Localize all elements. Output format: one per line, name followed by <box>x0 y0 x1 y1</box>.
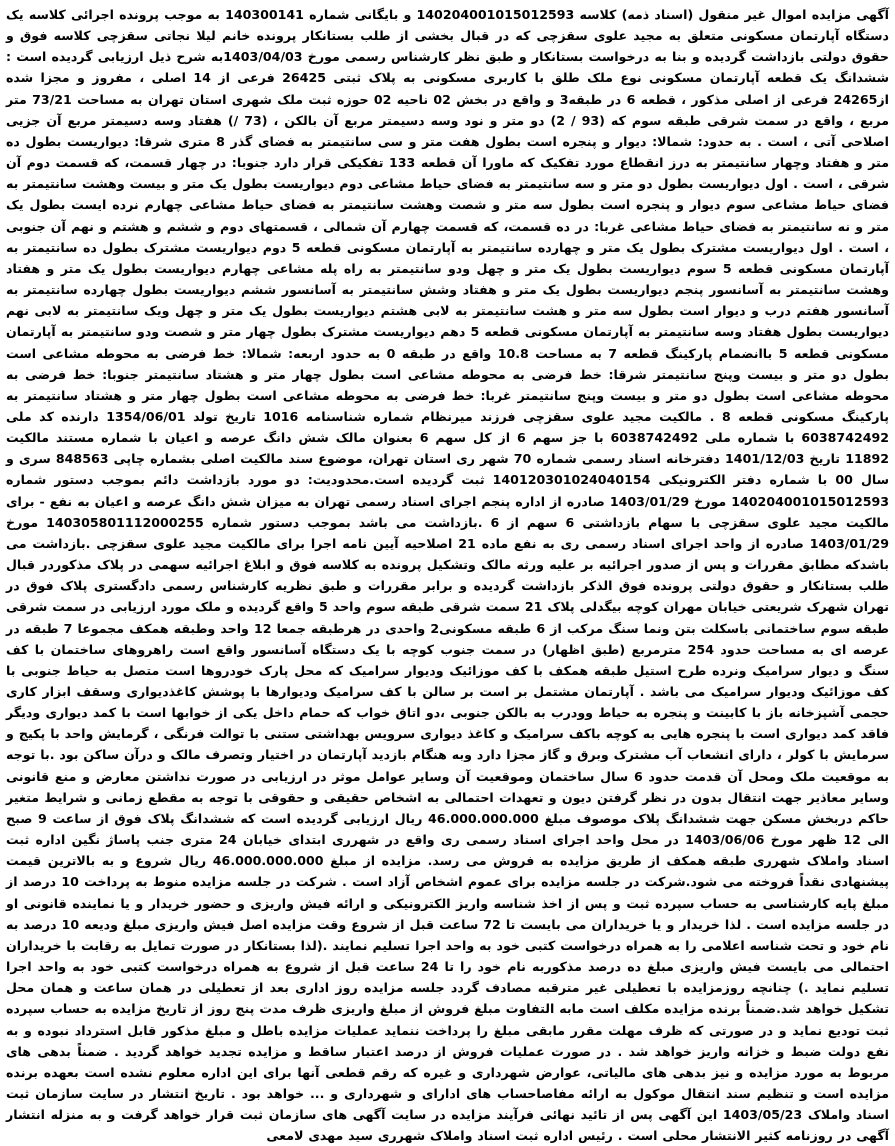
auction-notice-text: آگهی مزایده اموال غیر منقول (اسناد ذمه) کلاسه 140204001015012593 و بایگانی شماره 140300141 به موجب پرونده اجرائی کلاسه یک دستگاه آپارتمان مسکونی متعلق به مجید علوی سقزچی که در قبال بخشی از طلب بستانکار پرونده خانم لیلا نجاتی سقزچی کلاسه فوق و حقوق دولتی بازداشت گردیده و بنا به درخواست بستانکار و طبق نظر کارشناس رسمی مورخ 1403/04/03به شرح ذیل ارزیابی گردیده است : ششدانگ یک قطعه آپارتمان مسکونی نوع ملک طلق با کاربری مسکونی به پلاک ثبتی 26425 فرعی از 14 اصلی ، مفروز و مجزا شده از24265 فرعی از اصلی مذکور ، قطعه 6 در طبقه3 و واقع در بخش 02 ناحیه 02 حوزه ثبت ملک شهری استان تهران به مساحت 73/21 متر مربع ، واقع در سمت شرقی طبقه سوم که (93 / 2) دو متر و نود وسه دسیمتر مربع آن بالکن ، (73 /) هفتاد وسه دسیمتر مربع آن جزیی اصلاحی آتی ، است . به حدود: شمالا: دیوار و پنجره است بطول هفت متر و سی سانتیمتر به فضای گذر 8 متری شرقا: دیواریست بطول ده متر و هفتاد وچهار سانتیمتر به درز انقطاع مورد تفکیک که ماورا آن قطعه 133 تفکیکی قرار دارد جنوبا: در چهار قسمت، که قسمت دوم آن شرقی ، است . اول دیواریست بطول دو متر و سه سانتیمتر به فضای حیاط مشاعی دوم دیواریست بطول یک متر و بیست وهشت سانتیمتر به فضای حیاط مشاعی سوم دیوار و پنجره است بطول سه متر و شصت وهشت سانتیمتر به فضای حیاط مشاعی چهارم نرده ایست بطول یک متر و نه سانتیمتر به فضای حیاط مشاعی غربا: در ده قسمت، که قسمت چهارم آن شمالی ، قسمتهای دوم و ششم و هشتم و نهم آن جنوبی ، است . اول دیواریست مشترک بطول یک متر و چهارده سانتیمتر به آپارتمان مسکونی قطعه 5 دوم دیواریست مشترک بطول ده سانتیمتر به آپارتمان مسکونی قطعه 5 سوم دیواریست بطول یک متر و چهل ودو سانتیمتر به راه پله مشاعی چهارم دیواریست بطول یک متر و هفتاد وهشت سانتیمتر به آسانسور پنجم دیواریست بطول یک متر و هفتاد وشش سانتیمتر به آسانسور ششم دیواریست بطول چهارده سانتیمتر به آسانسور هفتم درب و دیوار است بطول سه متر و هشت سانتیمتر به لابی هشتم دیواریست بطول یک متر و چهل ویک سانتیمتر به لابی نهم دیواریست بطول هفتاد وسه سانتیمتر به آپارتمان مسکونی قطعه 5 دهم دیواریست مشترک بطول چهار متر و شصت ودو سانتیمتر به آپارتمان مسکونی قطعه 5 باانضمام پارکینگ قطعه 7 به مساحت 10.8 واقع در طبقه 0 به حدود اربعه: شمالا: خط فرضی به محوطه مشاعی است بطول دو متر و بیست وپنج سانتیمتر شرقا: خط فرضی به محوطه مشاعی است بطول چهار متر و هشتاد سانتیمتر جنوبا: خط فرضی به محوطه مشاعی است بطول دو متر و بیست وپنج سانتیمتر غربا: خط فرضی به محوطه مشاعی است بطول چهار متر و هشتاد سانتیمتر به پارکینگ مسکونی قطعه 8 . مالکیت مجید علوی سقزچی فرزند میرنظام شماره شناسنامه 1016 تاریخ تولد 1354/06/01 دارنده کد ملی 6038742492 با شماره ملی 6038742492 با جز سهم 6 از کل سهم 6 بعنوان مالک شش دانگ عرصه و اعیان با شماره مستند مالکیت 11892 تاریخ 1401/12/03 دفترخانه اسناد رسمی شماره 70 شهر ری استان تهران، موضوع سند مالکیت اصلی بشماره چاپی 848563 سری و سال 00 با شماره دفتر الکترونیکی 140120301024040154 ثبت گردیده است.محدودیت: دو مورد بازداشت دائم بموجب دستور شماره 140204001015012593 مورخ 1403/01/29 صادره از اداره پنجم اجرای اسناد رسمی تهران به میزان شش دانگ عرصه و اعیان به نفع - برای مالکیت مجید علوی سقزچی با سهام بازداشتی 6 سهم از 6 .بازداشت می باشد بموجب دستور شماره 140305801112000255 مورخ 1403/01/29 صادره از واحد اجرای اسناد رسمی ری به نفع ماده 21 اصلاحیه آیین نامه اجرا برای مالکیت مجید علوی سقزچی .بازداشت می باشدکه مطابق مقررات و پس از صدور اجرائیه بر علیه ورثه مالک وتشکیل پرونده به کلاسه فوق و ابلاغ اجرائیه سهمی در پلاک مذکوردر قبال طلب بستانکار و حقوق دولتی پرونده فوق الذکر بازداشت گردیده و برابر مقررات و طبق نظریه کارشناس رسمی دادگستری پلاک فوق در تهران شهرک شریعتی خیابان مهران کوچه بیگدلی پلاک 21 سمت شرقی طبقه سوم واحد 5 واقع گردیده و ملک مورد ارزیابی در سمت شرقی طبقه سوم ساختمانی باسکلت بتن ونما سنگ مرکب از 6 طبقه مسکونی2 واحدی در هرطبقه جمعا 12 واحد وطبقه همکف مجموعا 7 طبقه در عرصه ای به مساحت حدود 254 مترمربع (طبق اظهار) در سمت جنوب کوچه با یک دستگاه آسانسور واقع است راهروهای ساختمان با کف سنگ و دیوار سرامیک ونرده طرح استیل طبقه همکف با کف موزائیک ودیوار سرامیک که محل پارک خودروها است متصل به حیاط جنوبی با کف موزائیک ودیوار سرامیک می باشد . آپارتمان مشتمل بر است بر سالن با کف سرامیک ودیوارها با پوشش کاغذدیواری وسقف ابزار کاری حجمی آشپزخانه باز با کابینت و پنجره به حیاط وودرب به بالکن جنوبی ،دو اتاق خواب که حمام داخل یکی از خوابها است با کمد دیواری ودیگر فاقد کمد دیواری است با پنجره هایی به کوچه باکف سرامیک و کاغذ دیواری سرویس بهداشتی ستنی با توالت فرنگی ، گرمایش واحد با پکیج و سرمایش با کولر ، دارای انشعاب آب مشترک وبرق و گاز مجزا دارد وبه هنگام بازدید آپارتمان در اختیار وتصرف مالک و درآن ساکن بود .با توجه به موقعیت ملک ومحل آن قدمت حدود 6 سال ساختمان وموقعیت آن وسایر عوامل موثر در ارزیابی در صورت نداشتن معارض و منع قانونی وسایر معاذیر جهت انتقال بدون در نظر گرفتن دیون و تعهدات احتمالی به اشخاص حقیقی و حقوقی با توجه به مقطع زمانی و شرایط متغیر حاکم دربخش مسکن جهت ششدانگ پلاک موصوف مبلغ 46.000.000.000 ریال ارزیابی گردیده است که ششدانگ پلاک فوق از ساعت 9 صبح الی 12 ظهر مورخ 1403/06/06 در محل واحد اجرای اسناد رسمی ری واقع در شهرری ابتدای خیابان 24 متری جنب پاساژ نگین اداره ثبت اسناد واملاک شهرری طبقه همکف از طریق مزایده به فروش می رسد. مزایده از مبلغ 46.000.000.000 ریال شروع و به بالاترین قیمت پیشنهادی نقداً فروخته می شود.شرکت در جلسه مزایده برای عموم اشخاص آزاد است . شرکت در جلسه مزایده منوط به پرداخت 10 درصد از مبلغ پایه کارشناسی به حساب سپرده ثبت و پس از اخذ شناسه واریز الکترونیکی و ارائه فیش واریزی و حضور خریدار و یا نماینده قانونی او در جلسه مزایده است . لذا خریدار و یا خریداران می بایست تا 72 ساعت قبل از شروع وقت مزایده اصل فیش واریزی مبلغ ودیعه 10 درصد به نام خود و تحت شناسه اعلامی را به همراه درخواست کتبی خود به واحد اجرا تسلیم نمایند .(لذا بستانکار در صورت تمایل به رقابت با خریداران احتمالی می بایست فیش واریزی مبلغ ده درصد مذکوربه نام خود را تا 24 ساعت قبل از شروع به همراه درخواست کتبی خود به واحد اجرا تسلیم نماید .) چنانچه روزمزایده با تعطیلی غیر مترقبه مصادف گردد جلسه مزایده روز اداری بعد از تعطیلی در همان ساعت و همان محل تشکیل خواهد شد.ضمناً برنده مزایده مکلف است مابه التفاوت مبلغ فروش از مبلغ واریزی ظرف مدت پنج روز از تاریخ مزایده به حساب سپرده ثبت تودیع نماید و در صورتی که ظرف مهلت مقرر مابقی مبلغ را پرداخت ننماید عملیات مزایده باطل و مبلغ مذکور قابل استرداد نبوده و به نفع دولت ضبط و خزانه واریز خواهد شد . در صورت عملیات فروش از درصد اعتبار ساقط و مزایده تجدید خواهد گردید . ضمناً بدهی های مربوط به مورد مزایده و نیز بدهی های مالیاتی، عوارض شهرداری و غیره که رقم قطعی آنها برای این اداره معلوم نشده است بعهده برنده مزایده است و تنظیم سند انتقال موکول به ارائه مفاصاحساب های ادارای و شهرداری و ... خواهد بود . تاریخ انتشار در سایت سازمان ثبت اسناد واملاک 1403/05/23 این آگهی پس از تائید نهائی فرآیند مزایده در سایت آگهی های سازمان ثبت قرار خواهد گرفت و به منزله انتشار آگهی در روزنامه کثیر الانتشار محلی است . رئیس اداره ثبت اسناد واملاک شهرری سید مهدی لامعی <box>6 7 890 1144</box>
